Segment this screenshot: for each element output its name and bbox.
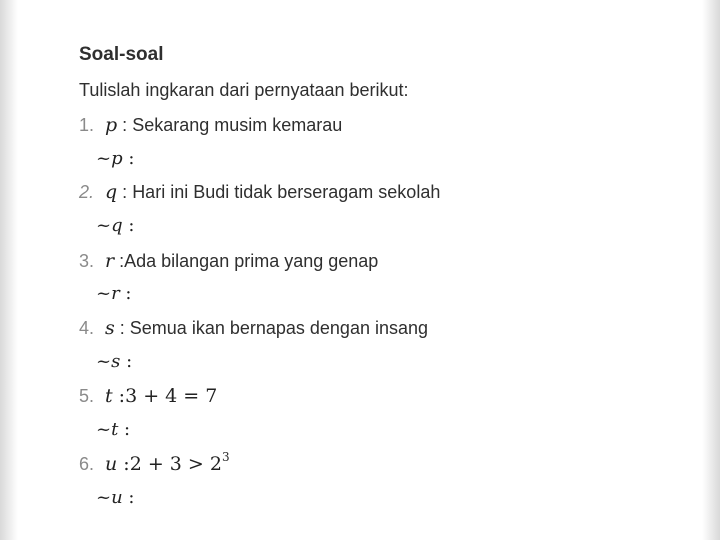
- negation-row: [96, 283, 132, 304]
- negation-colon: :: [120, 351, 133, 372]
- exponent: 3: [221, 450, 230, 464]
- negation-variable: t: [111, 419, 119, 440]
- item-number: 6.: [79, 454, 95, 474]
- list-item: [79, 181, 440, 203]
- negation-row: [96, 215, 134, 236]
- item-number: 5.: [79, 386, 95, 406]
- item-number: 2.: [79, 182, 95, 202]
- page-title: Soal-soal: [79, 44, 164, 65]
- separator: :: [112, 385, 126, 407]
- negation-tilde: ~: [96, 148, 112, 169]
- negation-colon: :: [119, 283, 132, 304]
- statement-text: Hari ini Budi tidak berseragam sekolah: [132, 182, 441, 202]
- negation-variable: r: [111, 283, 120, 304]
- separator: :: [117, 115, 133, 135]
- negation-variable: s: [111, 351, 121, 372]
- separator: :: [117, 182, 133, 202]
- negation-tilde: ~: [96, 351, 112, 372]
- right-edge-shade: [702, 0, 720, 540]
- statement-text: Sekarang musim kemarau: [132, 115, 343, 135]
- separator: :: [114, 251, 125, 271]
- negation-row: [96, 487, 134, 508]
- negation-variable: q: [111, 215, 123, 236]
- separator: :: [117, 453, 130, 475]
- negation-row: [96, 148, 134, 169]
- statement-math: 2 + 3 > 2: [129, 453, 222, 475]
- statement-variable: u: [105, 453, 118, 475]
- list-item: [79, 385, 217, 407]
- list-item: [79, 250, 378, 272]
- list-item: [79, 450, 230, 475]
- item-number: 1.: [79, 115, 95, 135]
- statement-variable: r: [105, 250, 115, 272]
- list-item: [79, 114, 342, 136]
- negation-tilde: ~: [96, 283, 112, 304]
- statement-text: Ada bilangan prima yang genap: [124, 251, 379, 271]
- negation-colon: :: [122, 148, 135, 169]
- negation-tilde: ~: [96, 487, 112, 508]
- statement-variable: q: [105, 181, 118, 203]
- negation-colon: :: [122, 487, 135, 508]
- negation-variable: u: [111, 487, 123, 508]
- list-item: [79, 317, 428, 339]
- negation-row: [96, 419, 130, 440]
- statement-variable: t: [105, 385, 113, 407]
- negation-colon: :: [118, 419, 131, 440]
- separator: :: [114, 318, 130, 338]
- statement-variable: p: [105, 114, 118, 136]
- item-number: 4.: [79, 318, 95, 338]
- negation-variable: p: [111, 148, 123, 169]
- negation-tilde: ~: [96, 215, 112, 236]
- statement-variable: s: [105, 317, 115, 339]
- left-edge-shade: [0, 0, 18, 540]
- negation-colon: :: [122, 215, 135, 236]
- statement-text: Semua ikan bernapas dengan insang: [129, 318, 429, 338]
- statement-math: 3 + 4 = 7: [125, 385, 218, 407]
- negation-tilde: ~: [96, 419, 112, 440]
- instruction-text: Tulislah ingkaran dari pernyataan berikut:: [79, 80, 409, 100]
- item-number: 3.: [79, 251, 95, 271]
- negation-row: [96, 351, 132, 372]
